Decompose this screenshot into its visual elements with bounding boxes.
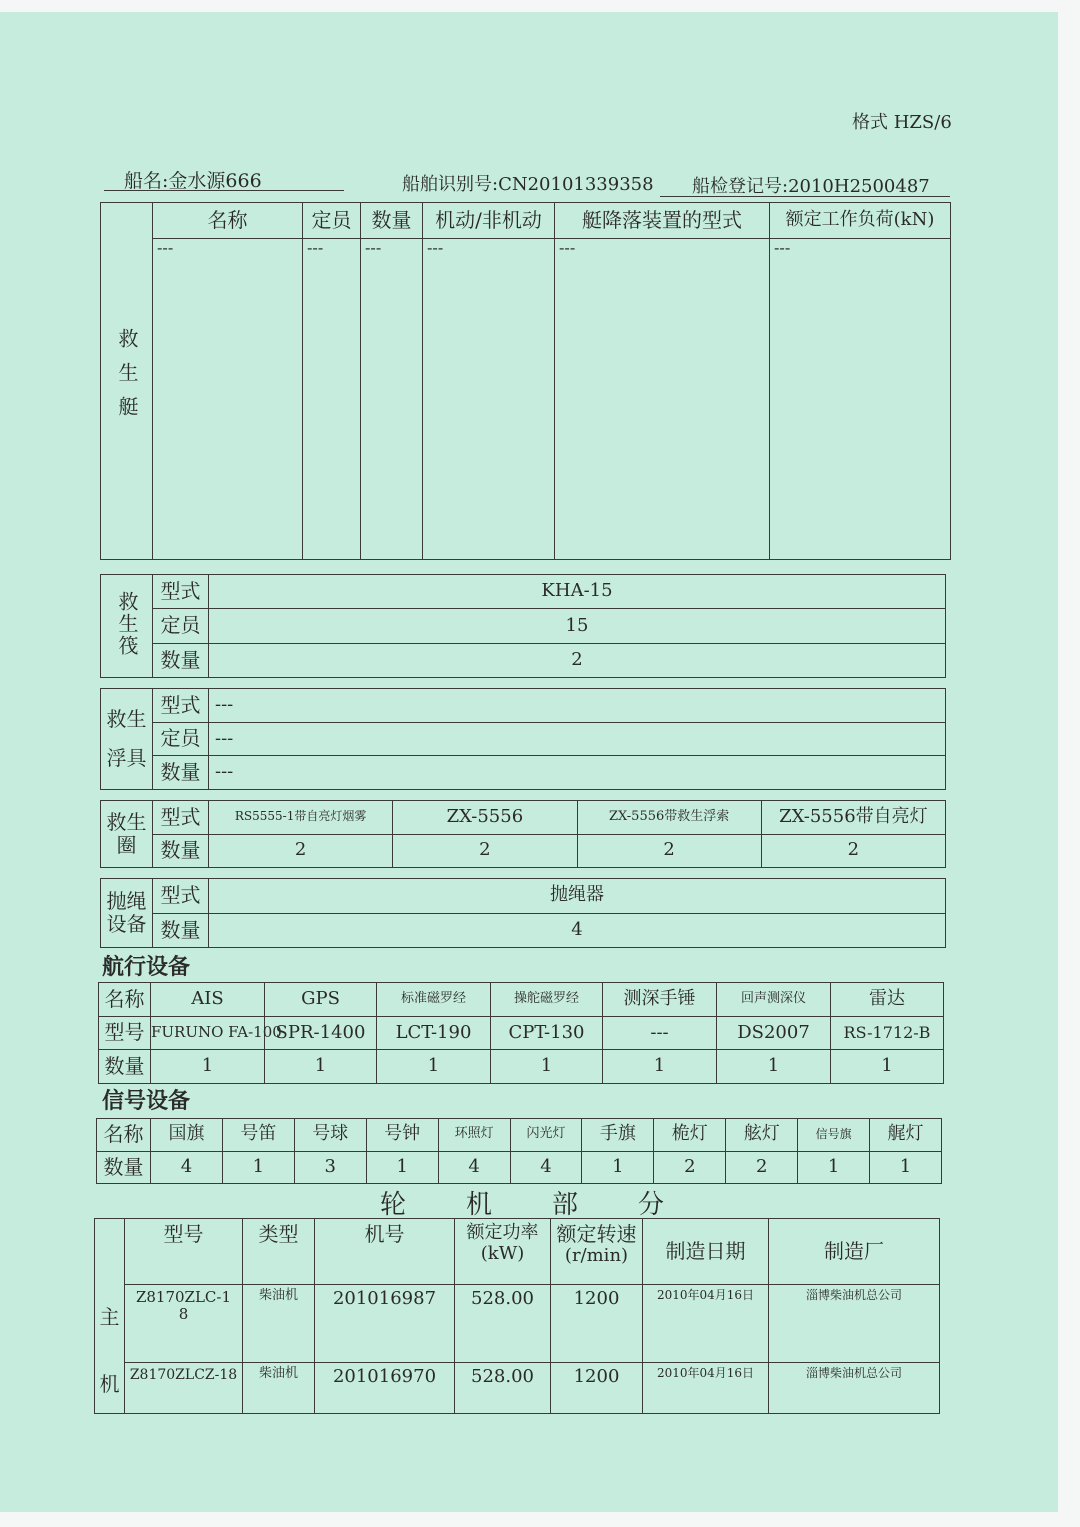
line-throwing-type-label: 型式 [153,879,209,914]
signal-name-stern-light: 艉灯 [870,1119,942,1152]
nav-name-echo-sounder: 回声测深仪 [717,983,831,1017]
buoyant-side-label [101,689,153,790]
signal-qty-signal-flag: 1 [798,1151,870,1184]
signal-name-ball: 号球 [294,1119,366,1152]
lifebuoy-qty-2: 2 [393,834,577,868]
lifeboat-load-value: --- [770,239,951,560]
signal-table [96,1118,942,1184]
lifebuoy-qty-3: 2 [577,834,761,868]
signal-qty-national-flag: 4 [151,1151,223,1184]
engine-header-date: 制造日期 [643,1219,769,1285]
lifeboat-quantity-value: --- [361,239,423,560]
buoyant-side-label-1: 救生 [106,707,147,731]
signal-name-flash-light: 闪光灯 [510,1119,582,1152]
ship-id: 船舶识别号:CN20101339358 [402,174,654,195]
line-throwing-side-label: 抛绳设备 [101,879,153,948]
ship-name-underline [104,190,344,191]
signal-qty-flash-light: 4 [510,1151,582,1184]
lifeboat-name-value: --- [153,239,303,560]
buoyant-quantity-value: --- [209,756,946,790]
engine-header-maker: 制造厂 [769,1219,940,1285]
nav-qty-echo-sounder: 1 [717,1050,831,1084]
nav-qty-radar: 1 [831,1050,944,1084]
liferaft-quantity-label: 数量 [153,643,209,677]
engine-row-1-power: 528.00 [455,1285,551,1363]
signal-name-label: 名称 [97,1119,151,1152]
lifebuoy-side-label: 救生圈 [101,801,153,868]
nav-name-label: 名称 [99,983,151,1017]
engine-side-label [95,1219,125,1414]
line-throwing-qty-label: 数量 [153,913,209,948]
nav-name-radar: 雷达 [831,983,944,1017]
nav-name-ais: AIS [151,983,265,1017]
engine-row-2-number: 201016970 [315,1363,455,1414]
line-throwing-qty-value: 4 [209,913,946,948]
engine-title-char-3: 部 [552,1190,579,1220]
nav-qty-sounding-lead: 1 [603,1050,717,1084]
nav-model-standard-compass: LCT-190 [377,1016,491,1050]
nav-model-label: 型号 [99,1016,151,1050]
engine-row-2-model-line-1: Z8170ZLCZ-18 [129,1367,238,1384]
signal-name-allround-light: 环照灯 [438,1119,510,1152]
engine-header-speed-unit: (r/min) [564,1245,629,1266]
engine-table [94,1218,940,1414]
lifeboat-header-load: 额定工作负荷(kN) [770,203,951,239]
lifeboat-header-name: 名称 [153,203,303,239]
lifeboat-header-powered: 机动/非机动 [423,203,555,239]
liferaft-side-label: 救生筏 [101,575,153,678]
nav-qty-standard-compass: 1 [377,1050,491,1084]
lifeboat-header-quantity: 数量 [361,203,423,239]
engine-row-1-speed: 1200 [551,1285,643,1363]
signal-qty-bell: 1 [366,1151,438,1184]
nav-qty-ais: 1 [151,1050,265,1084]
lifebuoy-type-2: ZX-5556 [393,801,577,835]
signal-qty-ball: 3 [294,1151,366,1184]
lifeboat-header-launching: 艇降落装置的型式 [555,203,770,239]
buoyant-capacity-label: 定员 [153,722,209,756]
engine-header-speed [551,1219,643,1285]
engine-header-power-unit: (kW) [480,1242,525,1264]
nav-model-gps: SPR-1400 [265,1016,377,1050]
nav-name-sounding-lead: 测深手锤 [603,983,717,1017]
engine-header-number: 机号 [315,1219,455,1285]
format-code: 格式 HZS/6 [852,112,952,133]
lifeboat-launching-value: --- [555,239,770,560]
signal-name-bell: 号钟 [366,1119,438,1152]
signal-qty-allround-light: 4 [438,1151,510,1184]
lifebuoy-qty-1: 2 [209,834,393,868]
nav-name-steering-compass: 操舵磁罗经 [491,983,603,1017]
engine-title-char-1: 轮 [380,1190,407,1220]
engine-row-1-maker: 淄博柴油机总公司 [769,1285,940,1363]
liferaft-capacity-value: 15 [209,609,946,643]
lifeboat-table [100,202,951,560]
buoyant-quantity-label: 数量 [153,756,209,790]
registration-number: 船检登记号:2010H2500487 [692,176,930,197]
engine-row-2-date: 2010年04月16日 [643,1363,769,1414]
engine-title-char-2: 机 [466,1190,493,1220]
engine-row-1-type: 柴油机 [243,1285,315,1363]
lifebuoy-type-3: ZX-5556带救生浮索 [577,801,761,835]
nav-name-gps: GPS [265,983,377,1017]
nav-name-standard-compass: 标准磁罗经 [377,983,491,1017]
header-underline [660,196,950,197]
engine-header-model: 型号 [125,1219,243,1285]
signal-name-masthead-light: 桅灯 [654,1119,726,1152]
buoyant-capacity-value: --- [209,722,946,756]
lifeboat-powered-value: --- [423,239,555,560]
nav-model-echo-sounder: DS2007 [717,1016,831,1050]
signal-qty-masthead-light: 2 [654,1151,726,1184]
engine-header-type: 类型 [243,1219,315,1285]
buoyant-side-label-2: 浮具 [106,746,147,770]
line-throwing-table [100,878,946,948]
lifebuoy-table [100,800,946,868]
engine-side-label-1: 主 [99,1305,120,1329]
engine-header-speed-label: 额定转速 [556,1222,637,1246]
signal-qty-hand-flag: 1 [582,1151,654,1184]
signal-qty-stern-light: 1 [870,1151,942,1184]
signal-qty-label: 数量 [97,1151,151,1184]
engine-row-1-model-line-2: 8 [178,1305,189,1324]
engine-row-1-date: 2010年04月16日 [643,1285,769,1363]
nav-model-ais: FURUNO FA-100 [151,1016,265,1050]
signal-name-whistle: 号笛 [222,1119,294,1152]
signal-name-hand-flag: 手旗 [582,1119,654,1152]
lifebuoy-type-4: ZX-5556带自亮灯 [761,801,945,835]
buoyant-type-value: --- [209,689,946,723]
liferaft-capacity-label: 定员 [153,609,209,643]
lifeboat-capacity-value: --- [303,239,361,560]
buoyant-table [100,688,946,790]
lifeboat-header-capacity: 定员 [303,203,361,239]
engine-side-label-2: 机 [99,1372,120,1396]
engine-row-2-power: 528.00 [455,1363,551,1414]
liferaft-type-value: KHA-15 [209,575,946,609]
liferaft-type-label: 型式 [153,575,209,609]
ship-name: 船名:金水源666 [124,170,262,192]
engine-row-1-number: 201016987 [315,1285,455,1363]
engine-section-title [380,1184,664,1221]
signal-qty-whistle: 1 [222,1151,294,1184]
nav-model-sounding-lead: --- [603,1016,717,1050]
engine-row-2-speed: 1200 [551,1363,643,1414]
engine-row-2-type: 柴油机 [243,1363,315,1414]
signal-qty-side-light: 2 [726,1151,798,1184]
nav-section-title: 航行设备 [102,955,191,980]
lifeboat-side-label: 救生艇 [101,203,153,560]
signal-section-title: 信号设备 [102,1089,191,1114]
nav-qty-label: 数量 [99,1050,151,1084]
engine-header-power [455,1219,551,1285]
engine-row-2-maker: 淄博柴油机总公司 [769,1363,940,1414]
line-throwing-type-value: 抛绳器 [209,879,946,914]
nav-table [98,982,944,1084]
buoyant-type-label: 型式 [153,689,209,723]
engine-header-power-label: 额定功率 [466,1222,539,1243]
liferaft-table [100,574,946,678]
lifebuoy-type-label: 型式 [153,801,209,835]
nav-qty-steering-compass: 1 [491,1050,603,1084]
nav-model-radar: RS-1712-B [831,1016,944,1050]
lifebuoy-qty-label: 数量 [153,834,209,868]
nav-model-steering-compass: CPT-130 [491,1016,603,1050]
engine-row-2-model [125,1363,243,1414]
engine-row-1-model [125,1285,243,1363]
signal-name-national-flag: 国旗 [151,1119,223,1152]
signal-name-side-light: 舷灯 [726,1119,798,1152]
engine-row-1-model-line-1: Z8170ZLC-1 [135,1288,232,1306]
liferaft-quantity-value: 2 [209,643,946,677]
nav-qty-gps: 1 [265,1050,377,1084]
engine-title-char-4: 分 [638,1190,665,1220]
lifebuoy-qty-4: 2 [761,834,945,868]
lifebuoy-type-1: RS5555-1带自亮灯烟雾 [209,801,393,835]
signal-name-signal-flag: 信号旗 [798,1119,870,1152]
